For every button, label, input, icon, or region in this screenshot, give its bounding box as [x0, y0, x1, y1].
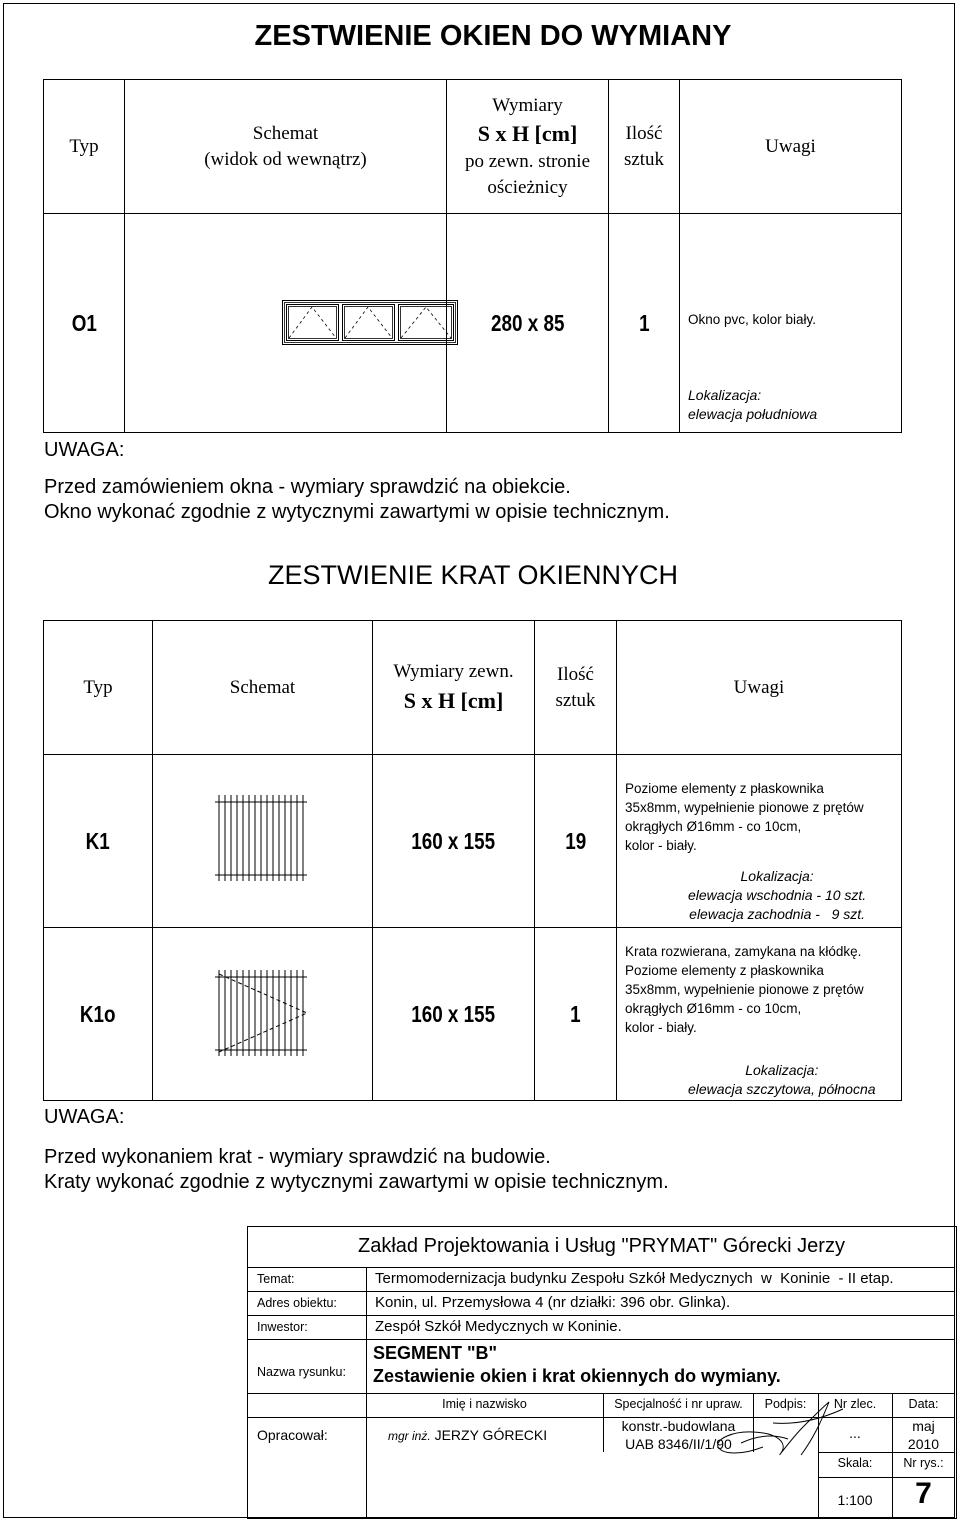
window-schematic: [282, 300, 458, 345]
grates-table: [43, 620, 902, 1101]
k1o-note-line: Poziome elementy z płaskownika: [625, 963, 824, 978]
nrzlec-value: ...: [849, 1425, 861, 1441]
row-k1o-schemat: [153, 928, 373, 1101]
grate-k1o-schematic: [215, 970, 307, 1056]
o1-uwagi-text: Okno pvc, kolor biały.: [688, 312, 817, 327]
windows-uwaga-line2: Okno wykonać zgodnie z wytycznymi zawartymi w opisie technicznym.: [44, 501, 670, 523]
k1o-wymiary-text: 160 x 155: [411, 1000, 496, 1027]
row-o1-typ: [44, 214, 125, 433]
k1-ilosc-text: 19: [565, 827, 586, 854]
o1-lok-value: elewacja południowa: [688, 406, 818, 422]
o1-typ-text: O1: [71, 309, 97, 336]
col-data: Data:: [908, 1397, 939, 1411]
row-k1-typ: [44, 755, 153, 928]
nrrys-label: Nr rys.:: [903, 1456, 944, 1470]
col-imie: Imię i nazwisko: [442, 1397, 527, 1411]
hdr-schemat-line2: (widok od wewnątrz): [204, 148, 367, 170]
data-line1: maj: [912, 1418, 935, 1434]
hdr-uwagi: Uwagi: [680, 80, 902, 214]
grates-uwaga-line1: Przed wykonaniem krat - wymiary sprawdzić na budowie.: [44, 1146, 551, 1168]
k1-note-line: 35x8mm, wypełnienie pionowe z prętów: [625, 800, 864, 815]
k1o-lok-label: Lokalizacja:: [745, 1062, 819, 1078]
nazwa-line2: Zestawienie okien i krat okiennych do wymiany.: [373, 1366, 781, 1386]
k-hdr-schemat: Schemat: [153, 621, 373, 755]
k1o-note-line: okrągłych Ø16mm - co 10cm,: [625, 1001, 802, 1016]
company-name: Zakład Projektowania i Usług "PRYMAT" Górecki Jerzy: [358, 1235, 845, 1257]
row-k1-schemat: [153, 755, 373, 928]
row-k1o-wymiary: [373, 928, 535, 1101]
adres-value: Konin, ul. Przemysłowa 4 (nr działki: 396 obr. Glinka).: [375, 1294, 731, 1311]
col-nrzlec: Nr zlec.: [833, 1397, 877, 1411]
data-line2: 2010: [907, 1436, 940, 1452]
k1o-note-line: Krata rozwierana, zamykana na kłódkę.: [625, 944, 862, 959]
k1o-note-line: kolor - biały.: [625, 1020, 697, 1035]
grates-uwaga-line2: Kraty wykonać zgodnie z wytycznymi zawartymi w opisie technicznym.: [44, 1171, 669, 1193]
k-hdr-wym-line1: Wymiary zewn.: [393, 660, 514, 682]
hdr-wym-line1: Wymiary: [492, 94, 563, 116]
row-k1-ilosc: [535, 755, 617, 928]
k-hdr-ilosc: [535, 621, 617, 755]
o1-wymiary-text: 280 x 85: [490, 309, 565, 336]
k1-note-line: kolor - biały.: [625, 838, 697, 853]
k1-lok: [688, 867, 866, 924]
row-o1-ilosc: [609, 214, 680, 433]
k1-typ-text: K1: [85, 827, 111, 854]
k1o-lok-line: elewacja szczytowa, północna: [688, 1081, 876, 1097]
window-sash-1: [287, 305, 339, 341]
k-hdr-typ: Typ: [44, 621, 153, 755]
o1-ilosc-text: 1: [638, 309, 650, 336]
adres-label: Adres obiektu:: [257, 1296, 337, 1310]
k1-lok-line: elewacja wschodnia - 10 szt.: [688, 887, 867, 903]
hdr-typ: Typ: [44, 80, 125, 214]
grates-title: ZESTWIENIE KRAT OKIENNYCH: [267, 560, 679, 590]
hdr-ilosc: [609, 80, 680, 214]
title-block: [247, 1226, 957, 1519]
grate-k1-schematic: [215, 795, 307, 881]
row-o1-schemat: [125, 214, 447, 433]
hdr-wymiary: [447, 80, 609, 214]
hdr-wym-line4: ościeżnicy: [487, 176, 568, 198]
spec-line1: konstr.-budowlana: [621, 1418, 736, 1434]
k1-notes: [625, 779, 864, 855]
row-k1o-ilosc: [535, 928, 617, 1101]
windows-table: [43, 79, 902, 433]
row-k1o-typ: [44, 928, 153, 1101]
author-title: mgr inż.: [388, 1429, 431, 1443]
k-hdr-ilosc-line2: sztuk: [555, 689, 596, 711]
hdr-wym-line2: S x H [cm]: [477, 120, 578, 146]
hdr-schemat-line1: Schemat: [252, 122, 319, 144]
hdr-schemat: [125, 80, 447, 214]
window-sash-2: [343, 305, 395, 341]
author: [388, 1427, 547, 1443]
k-hdr-wymiary: [373, 621, 535, 755]
skala-value: 1:100: [837, 1492, 873, 1508]
nrrys-value: 7: [915, 1477, 932, 1510]
skala-label: Skala:: [837, 1456, 873, 1470]
row-k1-wymiary: [373, 755, 535, 928]
col-spec: Specjalność i nr upraw.: [614, 1397, 743, 1411]
row-o1-wymiary: [447, 214, 609, 433]
k1-lok-label: Lokalizacja:: [740, 868, 814, 884]
k-hdr-uwagi: Uwagi: [617, 621, 902, 755]
windows-title: ZESTWIENIE OKIEN DO WYMIANY: [254, 20, 732, 52]
o1-lok-label: Lokalizacja:: [688, 387, 762, 403]
grates-uwaga-label: UWAGA:: [44, 1106, 125, 1128]
hdr-wym-line3: po zewn. stronie: [464, 150, 591, 172]
k1-lok-line: elewacja zachodnia - 9 szt.: [689, 906, 866, 922]
k1o-typ-text: K1o: [80, 1000, 116, 1027]
nazwa-line1: SEGMENT "B": [373, 1343, 498, 1363]
temat-value: Termomodernizacja budynku Zespołu Szkół Medycznych w Koninie - II etap.: [375, 1270, 894, 1287]
data-value: [892, 1417, 955, 1453]
windows-uwaga-label: UWAGA:: [44, 439, 125, 461]
col-podpis: Podpis:: [764, 1397, 807, 1411]
row-o1-uwagi: [680, 214, 902, 433]
k1-note-line: okrągłych Ø16mm - co 10cm,: [625, 819, 802, 834]
temat-label: Temat:: [257, 1272, 295, 1286]
row-k1-uwagi: [617, 755, 902, 928]
inwestor-value: Zespół Szkół Medycznych w Koninie.: [375, 1318, 622, 1335]
k1-wymiary-text: 160 x 155: [411, 827, 496, 854]
hdr-ilosc-line2: sztuk: [623, 148, 665, 170]
k1o-ilosc-text: 1: [570, 1000, 581, 1027]
window-sash-3: [399, 305, 454, 341]
k1o-notes: [625, 942, 864, 1037]
hdr-ilosc-line1: Ilość: [625, 122, 663, 144]
spec-line2: UAB 8346/II/1/90: [625, 1436, 732, 1452]
row-k1o-uwagi: [617, 928, 902, 1101]
k1o-note-line: 35x8mm, wypełnienie pionowe z prętów: [625, 982, 864, 997]
author-name: JERZY GÓRECKI: [434, 1427, 548, 1443]
opracowal-label: Opracował:: [257, 1427, 328, 1443]
k1o-lok: [688, 1061, 876, 1099]
k-hdr-ilosc-line1: Ilość: [557, 663, 594, 685]
k-hdr-wym-line2: S x H [cm]: [403, 687, 504, 713]
inwestor-label: Inwestor:: [257, 1320, 308, 1334]
nazwa-label: Nazwa rysunku:: [257, 1365, 346, 1379]
k1-note-line: Poziome elementy z płaskownika: [625, 781, 824, 796]
windows-uwaga-line1: Przed zamówieniem okna - wymiary sprawdzić na obiekcie.: [44, 476, 571, 498]
